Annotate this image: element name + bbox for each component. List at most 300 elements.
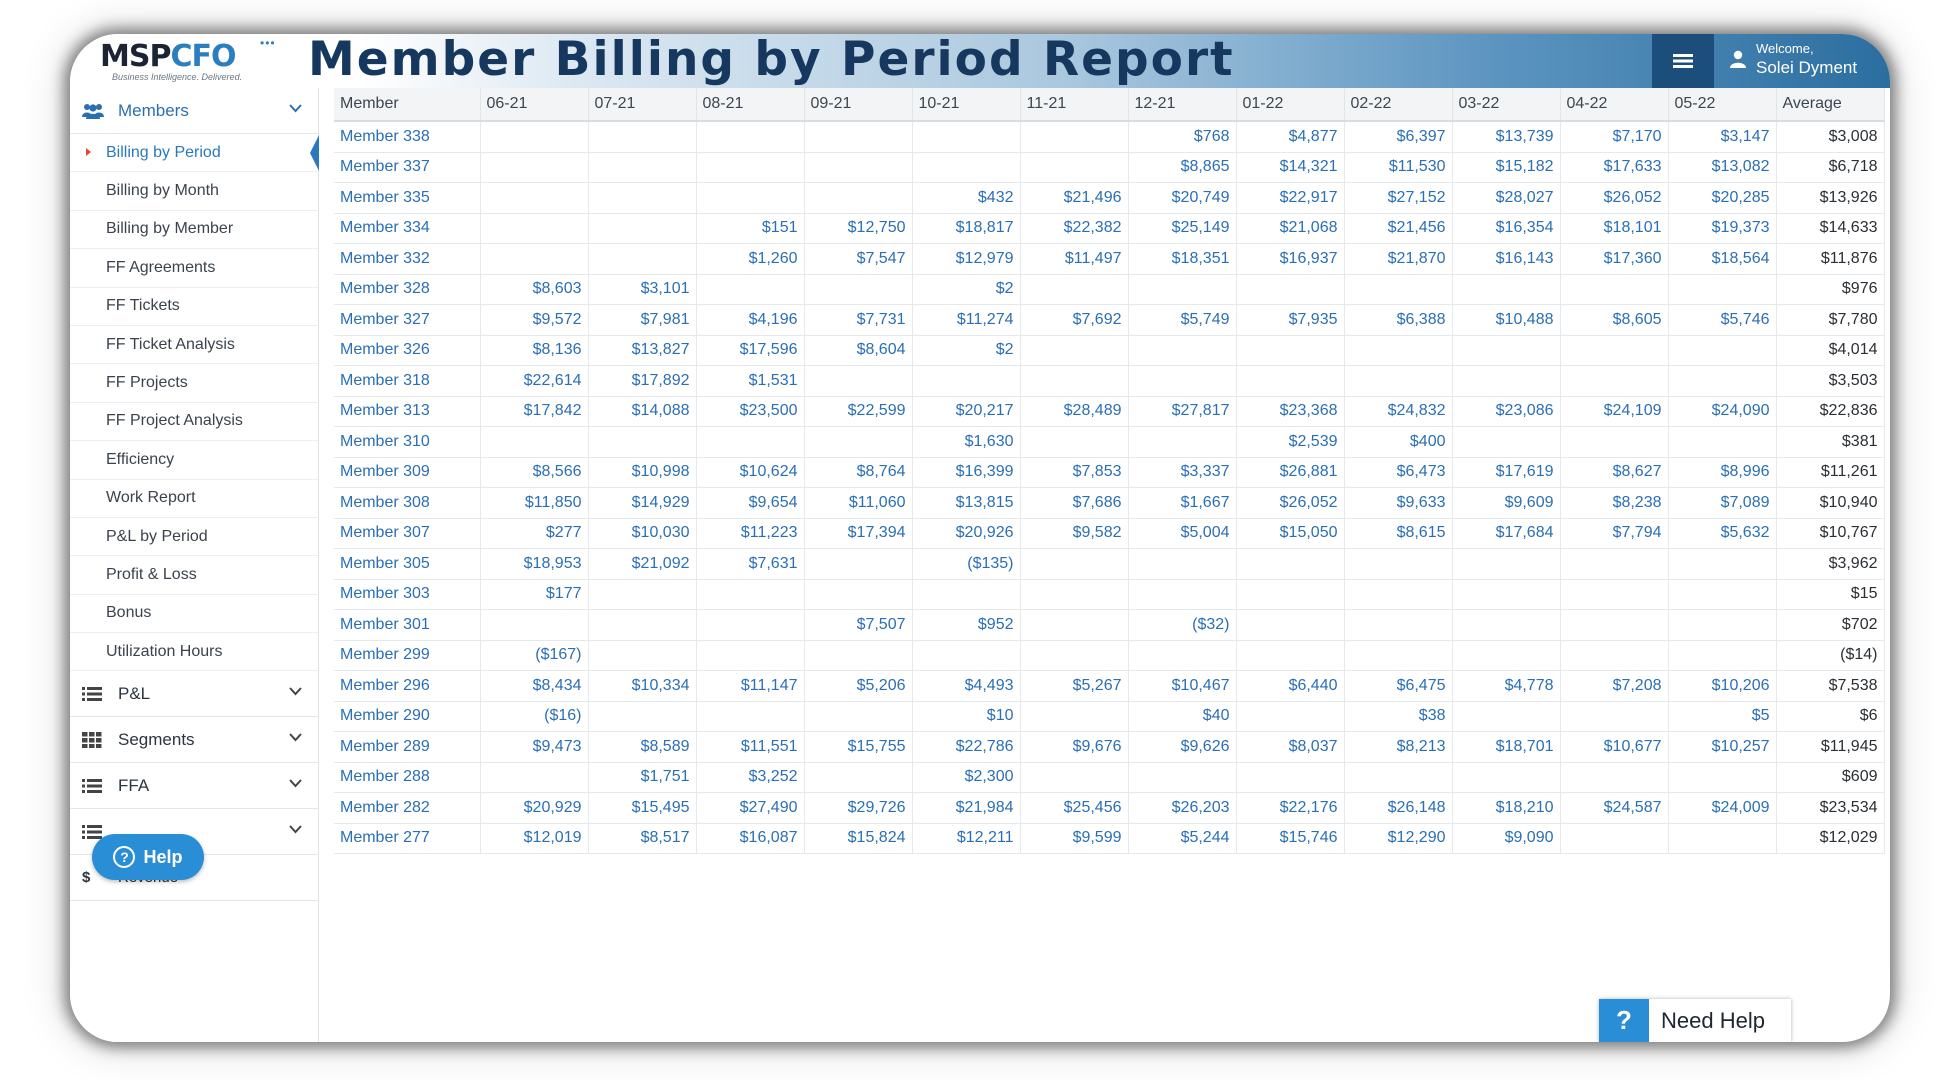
member-link[interactable]: Member 308: [334, 488, 480, 519]
billing-cell[interactable]: $432: [912, 183, 1020, 214]
billing-cell[interactable]: $10,624: [696, 457, 804, 488]
billing-cell: [1344, 640, 1452, 671]
billing-cell[interactable]: $5,244: [1128, 823, 1236, 854]
billing-cell[interactable]: $5,632: [1668, 518, 1776, 549]
billing-cell: [1236, 701, 1344, 732]
billing-cell[interactable]: $2: [912, 335, 1020, 366]
billing-cell[interactable]: $3,337: [1128, 457, 1236, 488]
billing-cell[interactable]: $24,832: [1344, 396, 1452, 427]
table-row: [334, 579, 1884, 610]
billing-cell: [480, 183, 588, 214]
billing-cell[interactable]: $151: [696, 213, 804, 244]
billing-cell[interactable]: $23,086: [1452, 396, 1560, 427]
billing-cell[interactable]: $10,206: [1668, 671, 1776, 702]
billing-cell: [1344, 335, 1452, 366]
billing-cell[interactable]: $6,473: [1344, 457, 1452, 488]
column-header[interactable]: 01-22: [1236, 88, 1344, 121]
billing-cell[interactable]: $18,701: [1452, 732, 1560, 763]
billing-cell[interactable]: $17,684: [1452, 518, 1560, 549]
billing-cell[interactable]: $13,827: [588, 335, 696, 366]
billing-cell[interactable]: $7,547: [804, 244, 912, 275]
billing-cell[interactable]: $21,092: [588, 549, 696, 580]
billing-cell: [1020, 427, 1128, 458]
billing-cell: [1128, 640, 1236, 671]
billing-cell[interactable]: $20,749: [1128, 183, 1236, 214]
billing-cell[interactable]: $13,815: [912, 488, 1020, 519]
billing-cell[interactable]: $5: [1668, 701, 1776, 732]
report-menu-button[interactable]: [1652, 34, 1714, 88]
billing-cell[interactable]: $11,497: [1020, 244, 1128, 275]
sidebar-item-label: Efficiency: [106, 450, 175, 468]
billing-cell[interactable]: $277: [480, 518, 588, 549]
billing-cell[interactable]: $14,929: [588, 488, 696, 519]
billing-cell[interactable]: $14,321: [1236, 152, 1344, 183]
billing-cell[interactable]: $6,475: [1344, 671, 1452, 702]
sidebar-item-efficiency[interactable]: [70, 441, 318, 479]
billing-cell[interactable]: $28,489: [1020, 396, 1128, 427]
billing-cell[interactable]: $40: [1128, 701, 1236, 732]
billing-cell[interactable]: $24,109: [1560, 396, 1668, 427]
billing-cell: [1668, 549, 1776, 580]
sidebar-item-label: FF Projects: [106, 374, 188, 392]
active-indicator: [310, 135, 319, 171]
average-cell: $10,940: [1776, 488, 1884, 519]
list-icon: [82, 777, 104, 795]
billing-cell[interactable]: $10,467: [1128, 671, 1236, 702]
column-header[interactable]: 04-22: [1560, 88, 1668, 121]
billing-cell[interactable]: $11,147: [696, 671, 804, 702]
billing-cell[interactable]: $12,979: [912, 244, 1020, 275]
billing-cell[interactable]: $12,211: [912, 823, 1020, 854]
table-row: [334, 213, 1884, 244]
sidebar-group-segments[interactable]: [70, 717, 318, 763]
sidebar-item-ff-ticket-analysis[interactable]: [70, 326, 318, 364]
billing-cell[interactable]: $1,260: [696, 244, 804, 275]
sidebar-group-ffa[interactable]: [70, 763, 318, 809]
billing-cell[interactable]: $400: [1344, 427, 1452, 458]
billing-cell[interactable]: $24,009: [1668, 793, 1776, 824]
column-header[interactable]: 06-21: [480, 88, 588, 121]
billing-cell[interactable]: $6,440: [1236, 671, 1344, 702]
billing-cell[interactable]: $9,090: [1452, 823, 1560, 854]
billing-cell[interactable]: $7,731: [804, 305, 912, 336]
billing-cell[interactable]: $17,842: [480, 396, 588, 427]
average-cell: $7,538: [1776, 671, 1884, 702]
billing-cell[interactable]: $26,203: [1128, 793, 1236, 824]
sidebar-item-label: FF Project Analysis: [106, 412, 243, 430]
billing-cell[interactable]: $17,633: [1560, 152, 1668, 183]
billing-cell: [1020, 152, 1128, 183]
billing-cell[interactable]: $10,257: [1668, 732, 1776, 763]
billing-cell[interactable]: $8,213: [1344, 732, 1452, 763]
billing-cell[interactable]: $7,507: [804, 610, 912, 641]
billing-cell[interactable]: $22,786: [912, 732, 1020, 763]
member-link[interactable]: Member 290: [334, 701, 480, 732]
billing-cell[interactable]: $23,500: [696, 396, 804, 427]
billing-cell[interactable]: $3,101: [588, 274, 696, 305]
billing-cell[interactable]: $16,399: [912, 457, 1020, 488]
billing-cell[interactable]: $5,267: [1020, 671, 1128, 702]
billing-cell[interactable]: $11,530: [1344, 152, 1452, 183]
billing-cell: [1236, 366, 1344, 397]
billing-cell[interactable]: $18,817: [912, 213, 1020, 244]
billing-cell[interactable]: $20,285: [1668, 183, 1776, 214]
member-link[interactable]: Member 335: [334, 183, 480, 214]
logo-dots: •••: [260, 36, 276, 50]
billing-cell: [1668, 762, 1776, 793]
billing-cell[interactable]: $7,981: [588, 305, 696, 336]
billing-cell[interactable]: $11,060: [804, 488, 912, 519]
column-header[interactable]: 07-21: [588, 88, 696, 121]
member-link[interactable]: Member 313: [334, 396, 480, 427]
list-icon: [82, 685, 104, 703]
billing-cell[interactable]: $1,667: [1128, 488, 1236, 519]
sidebar-item-utilization-hours[interactable]: [70, 633, 318, 671]
billing-cell[interactable]: $11,223: [696, 518, 804, 549]
billing-cell[interactable]: $17,360: [1560, 244, 1668, 275]
sidebar-item-work-report[interactable]: [70, 480, 318, 518]
billing-cell[interactable]: $5,746: [1668, 305, 1776, 336]
logo-msp: MSP: [100, 39, 171, 74]
billing-cell[interactable]: $9,676: [1020, 732, 1128, 763]
billing-cell[interactable]: $15,182: [1452, 152, 1560, 183]
billing-cell[interactable]: $19,373: [1668, 213, 1776, 244]
member-link[interactable]: Member 296: [334, 671, 480, 702]
billing-cell[interactable]: $12,019: [480, 823, 588, 854]
column-header[interactable]: 03-22: [1452, 88, 1560, 121]
page-title: Member Billing by Period Report: [308, 34, 1235, 87]
billing-cell[interactable]: $11,551: [696, 732, 804, 763]
billing-cell[interactable]: $9,572: [480, 305, 588, 336]
billing-cell[interactable]: $14,088: [588, 396, 696, 427]
billing-cell: [1560, 701, 1668, 732]
billing-cell[interactable]: $8,136: [480, 335, 588, 366]
billing-cell[interactable]: $768: [1128, 121, 1236, 152]
billing-cell: [1668, 610, 1776, 641]
billing-cell[interactable]: $10: [912, 701, 1020, 732]
billing-cell[interactable]: $28,027: [1452, 183, 1560, 214]
sidebar-item-ff-tickets[interactable]: [70, 288, 318, 326]
billing-cell: [696, 183, 804, 214]
member-link[interactable]: Member 326: [334, 335, 480, 366]
billing-cell[interactable]: $15,755: [804, 732, 912, 763]
table-row: [334, 121, 1884, 152]
billing-cell: [1020, 579, 1128, 610]
billing-cell[interactable]: $18,101: [1560, 213, 1668, 244]
billing-cell: [1668, 335, 1776, 366]
billing-cell[interactable]: $10,030: [588, 518, 696, 549]
average-cell: $6,718: [1776, 152, 1884, 183]
billing-cell[interactable]: $2,539: [1236, 427, 1344, 458]
billing-cell[interactable]: $2,300: [912, 762, 1020, 793]
billing-cell[interactable]: $1,531: [696, 366, 804, 397]
member-link[interactable]: Member 338: [334, 121, 480, 152]
billing-cell: [1344, 579, 1452, 610]
billing-cell[interactable]: $8,238: [1560, 488, 1668, 519]
sidebar-item-ff-project-analysis[interactable]: [70, 403, 318, 441]
billing-cell[interactable]: $8,865: [1128, 152, 1236, 183]
billing-cell[interactable]: $1,751: [588, 762, 696, 793]
billing-cell: [1020, 366, 1128, 397]
billing-cell[interactable]: $7,853: [1020, 457, 1128, 488]
billing-cell: [804, 427, 912, 458]
billing-cell: [588, 610, 696, 641]
member-link[interactable]: Member 301: [334, 610, 480, 641]
billing-cell[interactable]: $8,615: [1344, 518, 1452, 549]
member-link[interactable]: Member 277: [334, 823, 480, 854]
billing-cell[interactable]: $23,368: [1236, 396, 1344, 427]
billing-cell[interactable]: $10,998: [588, 457, 696, 488]
billing-cell[interactable]: $9,633: [1344, 488, 1452, 519]
billing-cell[interactable]: $2: [912, 274, 1020, 305]
member-link[interactable]: Member 310: [334, 427, 480, 458]
sidebar-item-billing-by-month[interactable]: [70, 172, 318, 210]
billing-cell[interactable]: $7,170: [1560, 121, 1668, 152]
billing-cell[interactable]: $21,870: [1344, 244, 1452, 275]
member-link[interactable]: Member 299: [334, 640, 480, 671]
billing-cell[interactable]: $25,149: [1128, 213, 1236, 244]
billing-cell[interactable]: ($167): [480, 640, 588, 671]
billing-cell[interactable]: $8,566: [480, 457, 588, 488]
billing-cell[interactable]: $12,750: [804, 213, 912, 244]
billing-cell[interactable]: $7,631: [696, 549, 804, 580]
billing-cell[interactable]: $7,208: [1560, 671, 1668, 702]
billing-cell: [1020, 274, 1128, 305]
billing-cell[interactable]: $17,596: [696, 335, 804, 366]
billing-cell[interactable]: $13,739: [1452, 121, 1560, 152]
billing-cell: [1236, 640, 1344, 671]
member-link[interactable]: Member 289: [334, 732, 480, 763]
billing-cell[interactable]: $8,996: [1668, 457, 1776, 488]
billing-cell[interactable]: $13,082: [1668, 152, 1776, 183]
billing-cell[interactable]: $38: [1344, 701, 1452, 732]
billing-cell[interactable]: $8,605: [1560, 305, 1668, 336]
billing-cell[interactable]: $3,252: [696, 762, 804, 793]
billing-cell[interactable]: $16,087: [696, 823, 804, 854]
billing-cell[interactable]: $20,217: [912, 396, 1020, 427]
billing-cell[interactable]: $10,488: [1452, 305, 1560, 336]
billing-cell[interactable]: $8,517: [588, 823, 696, 854]
column-header[interactable]: Average: [1776, 88, 1884, 121]
billing-cell[interactable]: $16,937: [1236, 244, 1344, 275]
billing-cell[interactable]: $29,726: [804, 793, 912, 824]
logo[interactable]: [100, 36, 290, 88]
average-cell: $11,876: [1776, 244, 1884, 275]
billing-cell[interactable]: $21,068: [1236, 213, 1344, 244]
average-cell: $23,534: [1776, 793, 1884, 824]
billing-cell[interactable]: $11,850: [480, 488, 588, 519]
sidebar-item-profit-loss[interactable]: [70, 556, 318, 594]
billing-cell[interactable]: $4,493: [912, 671, 1020, 702]
billing-cell[interactable]: $26,881: [1236, 457, 1344, 488]
billing-cell[interactable]: $18,564: [1668, 244, 1776, 275]
need-help-widget[interactable]: [1599, 999, 1791, 1042]
chevron-down-icon: [289, 104, 302, 113]
app-window: [70, 34, 1890, 1042]
average-cell: $381: [1776, 427, 1884, 458]
billing-cell[interactable]: $22,614: [480, 366, 588, 397]
billing-cell[interactable]: $9,473: [480, 732, 588, 763]
billing-cell[interactable]: $7,089: [1668, 488, 1776, 519]
sidebar-item-ff-agreements[interactable]: [70, 249, 318, 287]
billing-cell[interactable]: $8,434: [480, 671, 588, 702]
billing-cell[interactable]: $17,619: [1452, 457, 1560, 488]
billing-cell[interactable]: $26,052: [1560, 183, 1668, 214]
billing-cell[interactable]: $1,630: [912, 427, 1020, 458]
billing-cell[interactable]: ($135): [912, 549, 1020, 580]
sidebar-group-members[interactable]: [70, 88, 318, 134]
billing-cell[interactable]: $177: [480, 579, 588, 610]
average-cell: $22,836: [1776, 396, 1884, 427]
billing-cell[interactable]: $5,749: [1128, 305, 1236, 336]
billing-cell[interactable]: $17,394: [804, 518, 912, 549]
column-header[interactable]: 11-21: [1020, 88, 1128, 121]
billing-cell[interactable]: $8,603: [480, 274, 588, 305]
billing-cell[interactable]: $22,382: [1020, 213, 1128, 244]
billing-cell[interactable]: $9,654: [696, 488, 804, 519]
billing-cell[interactable]: $6,397: [1344, 121, 1452, 152]
billing-cell[interactable]: $6,388: [1344, 305, 1452, 336]
billing-cell[interactable]: $8,627: [1560, 457, 1668, 488]
billing-cell: [1560, 610, 1668, 641]
billing-cell: [1236, 579, 1344, 610]
billing-cell[interactable]: $9,599: [1020, 823, 1128, 854]
billing-cell[interactable]: $10,677: [1560, 732, 1668, 763]
table-row: [334, 457, 1884, 488]
billing-cell: [912, 121, 1020, 152]
billing-cell[interactable]: $5,004: [1128, 518, 1236, 549]
question-icon: ?: [113, 846, 135, 868]
column-header[interactable]: Member: [334, 88, 480, 121]
billing-cell[interactable]: $4,778: [1452, 671, 1560, 702]
billing-cell[interactable]: $9,582: [1020, 518, 1128, 549]
billing-cell[interactable]: $22,917: [1236, 183, 1344, 214]
billing-cell[interactable]: $9,609: [1452, 488, 1560, 519]
billing-cell[interactable]: $12,290: [1344, 823, 1452, 854]
member-link[interactable]: Member 307: [334, 518, 480, 549]
billing-cell[interactable]: $7,692: [1020, 305, 1128, 336]
member-link[interactable]: Member 332: [334, 244, 480, 275]
column-header[interactable]: 05-22: [1668, 88, 1776, 121]
billing-cell: [1452, 335, 1560, 366]
column-header[interactable]: 08-21: [696, 88, 804, 121]
billing-cell[interactable]: $18,210: [1452, 793, 1560, 824]
billing-cell[interactable]: $16,354: [1452, 213, 1560, 244]
member-link[interactable]: Member 337: [334, 152, 480, 183]
billing-cell[interactable]: $21,496: [1020, 183, 1128, 214]
member-link[interactable]: Member 334: [334, 213, 480, 244]
sidebar-item-billing-by-member[interactable]: [70, 211, 318, 249]
member-link[interactable]: Member 303: [334, 579, 480, 610]
billing-cell[interactable]: $24,587: [1560, 793, 1668, 824]
column-header[interactable]: 12-21: [1128, 88, 1236, 121]
billing-cell[interactable]: $26,052: [1236, 488, 1344, 519]
billing-cell[interactable]: $15,495: [588, 793, 696, 824]
member-link[interactable]: Member 318: [334, 366, 480, 397]
billing-cell[interactable]: $15,050: [1236, 518, 1344, 549]
billing-cell: [696, 152, 804, 183]
billing-cell[interactable]: $7,794: [1560, 518, 1668, 549]
billing-cell[interactable]: $27,490: [696, 793, 804, 824]
billing-cell[interactable]: $22,176: [1236, 793, 1344, 824]
column-header[interactable]: 02-22: [1344, 88, 1452, 121]
billing-cell[interactable]: $11,274: [912, 305, 1020, 336]
billing-cell[interactable]: $952: [912, 610, 1020, 641]
billing-cell[interactable]: $25,456: [1020, 793, 1128, 824]
billing-cell[interactable]: $4,877: [1236, 121, 1344, 152]
billing-cell[interactable]: $10,334: [588, 671, 696, 702]
billing-cell[interactable]: $18,351: [1128, 244, 1236, 275]
billing-cell[interactable]: $9,626: [1128, 732, 1236, 763]
help-button[interactable]: [92, 834, 204, 880]
billing-cell: [588, 640, 696, 671]
billing-cell[interactable]: $20,929: [480, 793, 588, 824]
billing-cell[interactable]: $7,935: [1236, 305, 1344, 336]
member-link[interactable]: Member 282: [334, 793, 480, 824]
column-header[interactable]: 10-21: [912, 88, 1020, 121]
billing-cell: [480, 121, 588, 152]
billing-cell[interactable]: $24,090: [1668, 396, 1776, 427]
sidebar-item-billing-by-period[interactable]: [70, 134, 318, 172]
billing-cell: [1560, 762, 1668, 793]
billing-cell: [804, 274, 912, 305]
billing-cell[interactable]: $8,604: [804, 335, 912, 366]
member-link[interactable]: Member 305: [334, 549, 480, 580]
billing-cell[interactable]: $22,599: [804, 396, 912, 427]
billing-cell[interactable]: $21,456: [1344, 213, 1452, 244]
billing-cell: [588, 121, 696, 152]
member-link[interactable]: Member 328: [334, 274, 480, 305]
billing-cell[interactable]: $15,824: [804, 823, 912, 854]
billing-cell[interactable]: $26,148: [1344, 793, 1452, 824]
billing-cell[interactable]: $17,892: [588, 366, 696, 397]
sidebar-item-ff-projects[interactable]: [70, 364, 318, 402]
sidebar-item-bonus[interactable]: [70, 595, 318, 633]
billing-cell[interactable]: $20,926: [912, 518, 1020, 549]
billing-cell[interactable]: $27,817: [1128, 396, 1236, 427]
billing-cell[interactable]: $4,196: [696, 305, 804, 336]
member-link[interactable]: Member 327: [334, 305, 480, 336]
billing-cell[interactable]: $8,037: [1236, 732, 1344, 763]
billing-cell[interactable]: $3,147: [1668, 121, 1776, 152]
member-link[interactable]: Member 309: [334, 457, 480, 488]
billing-cell[interactable]: ($16): [480, 701, 588, 732]
sidebar-group-pl[interactable]: [70, 671, 318, 717]
billing-cell[interactable]: $7,686: [1020, 488, 1128, 519]
billing-cell: [1128, 762, 1236, 793]
table-row: [334, 610, 1884, 641]
sidebar-item-p-l-by-period[interactable]: [70, 518, 318, 556]
billing-cell[interactable]: $21,984: [912, 793, 1020, 824]
billing-cell: [1560, 823, 1668, 854]
billing-cell[interactable]: $27,152: [1344, 183, 1452, 214]
sidebar-item-label: Billing by Month: [106, 182, 219, 200]
billing-cell[interactable]: $8,764: [804, 457, 912, 488]
billing-cell[interactable]: $16,143: [1452, 244, 1560, 275]
sidebar-item-label: Billing by Member: [106, 220, 234, 238]
chevron-down-icon: [289, 687, 302, 696]
column-header[interactable]: 09-21: [804, 88, 912, 121]
billing-cell: [1452, 762, 1560, 793]
billing-cell: [1344, 549, 1452, 580]
billing-cell: [1020, 701, 1128, 732]
billing-cell[interactable]: ($32): [1128, 610, 1236, 641]
billing-cell[interactable]: $5,206: [804, 671, 912, 702]
member-link[interactable]: Member 288: [334, 762, 480, 793]
billing-cell[interactable]: $18,953: [480, 549, 588, 580]
billing-cell[interactable]: $8,589: [588, 732, 696, 763]
billing-cell[interactable]: $15,746: [1236, 823, 1344, 854]
